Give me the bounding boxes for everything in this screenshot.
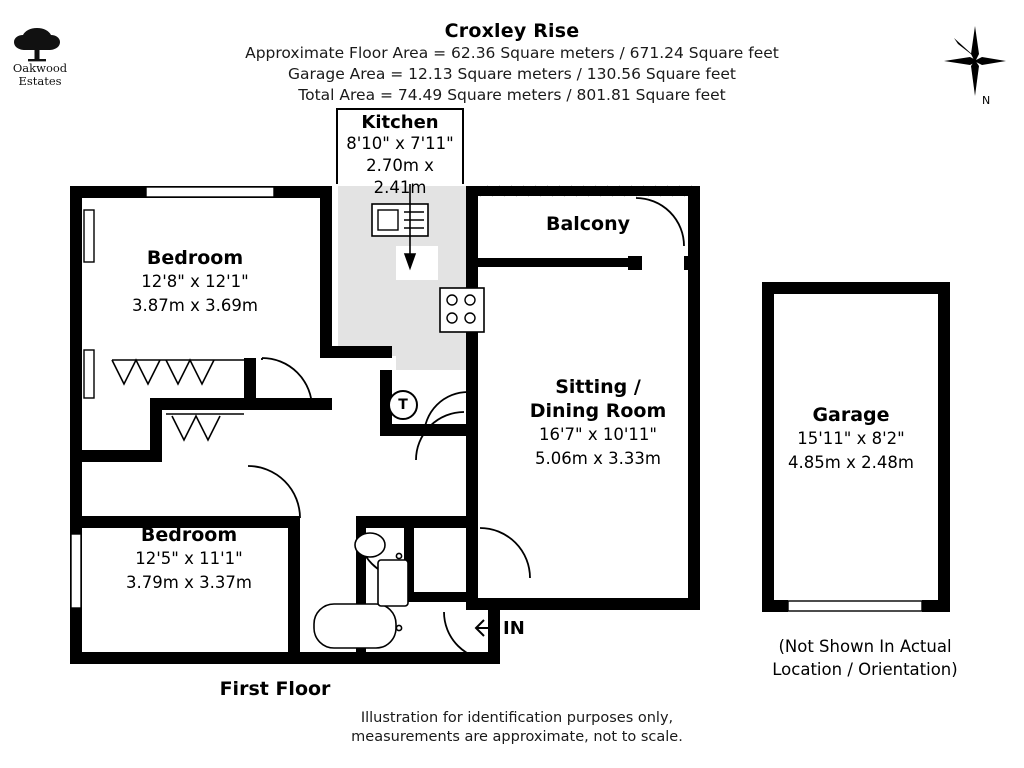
balcony-name: Balcony: [545, 213, 631, 235]
garage-note-line1: (Not Shown In Actual: [778, 637, 952, 656]
sitting-dining-imperial: 16'7" x 10'11": [539, 425, 657, 444]
kitchen-metric: 2.70m x 2.41m: [366, 156, 434, 197]
thermostat-marker: T: [388, 390, 418, 420]
room-label-kitchen: [336, 108, 464, 197]
bedroom-1-imperial: 12'8" x 12'1": [141, 272, 249, 291]
garage-note: [740, 635, 990, 681]
disclaimer-line2: measurements are approximate, not to scale.: [351, 729, 683, 745]
bedroom-2-name: Bedroom: [140, 524, 238, 546]
kitchen-imperial: 8'10" x 7'11": [346, 134, 454, 153]
page-title: Croxley Rise: [444, 20, 580, 42]
total-area-line: Total Area = 74.49 Square meters / 801.81 Square feet: [298, 86, 726, 104]
sitting-dining-name-line2: Dining Room: [529, 400, 667, 422]
room-label-bedroom-2: [94, 523, 284, 595]
floor-label: First Floor: [219, 678, 331, 700]
bedroom-2-imperial: 12'5" x 11'1": [135, 549, 243, 568]
room-label-bedroom-1: [100, 246, 290, 318]
bedroom-2-metric: 3.79m x 3.37m: [126, 573, 252, 592]
garage-area-line: Garage Area = 12.13 Square meters / 130.56 Square feet: [287, 65, 737, 83]
garage-note-line2: Location / Orientation): [772, 660, 958, 679]
garage-name: Garage: [812, 404, 890, 426]
balcony-divider: [478, 256, 700, 270]
brand-name-line1: Oakwood: [12, 61, 68, 75]
compass-north-label: N: [982, 94, 991, 107]
bedroom-1-metric: 3.87m x 3.69m: [132, 296, 258, 315]
floor-area-line: Approximate Floor Area = 62.36 Square meters / 671.24 Square feet: [245, 44, 779, 62]
bedroom-1-name: Bedroom: [146, 247, 244, 269]
sitting-dining-name-line1: Sitting /: [555, 376, 641, 398]
kitchen-name: Kitchen: [361, 112, 439, 133]
brand-name-line2: Estates: [18, 74, 62, 88]
room-label-garage: [756, 403, 946, 475]
room-label-sitting-dining: [500, 375, 696, 471]
garage-metric: 4.85m x 2.48m: [788, 453, 914, 472]
garage-door: [788, 601, 922, 611]
entrance-label: IN: [503, 618, 525, 639]
sitting-dining-metric: 5.06m x 3.33m: [535, 449, 661, 468]
disclaimer: [262, 709, 772, 747]
disclaimer-line1: Illustration for identification purposes only,: [360, 710, 674, 726]
room-label-balcony: [508, 212, 668, 236]
garage-imperial: 15'11" x 8'2": [797, 429, 905, 448]
